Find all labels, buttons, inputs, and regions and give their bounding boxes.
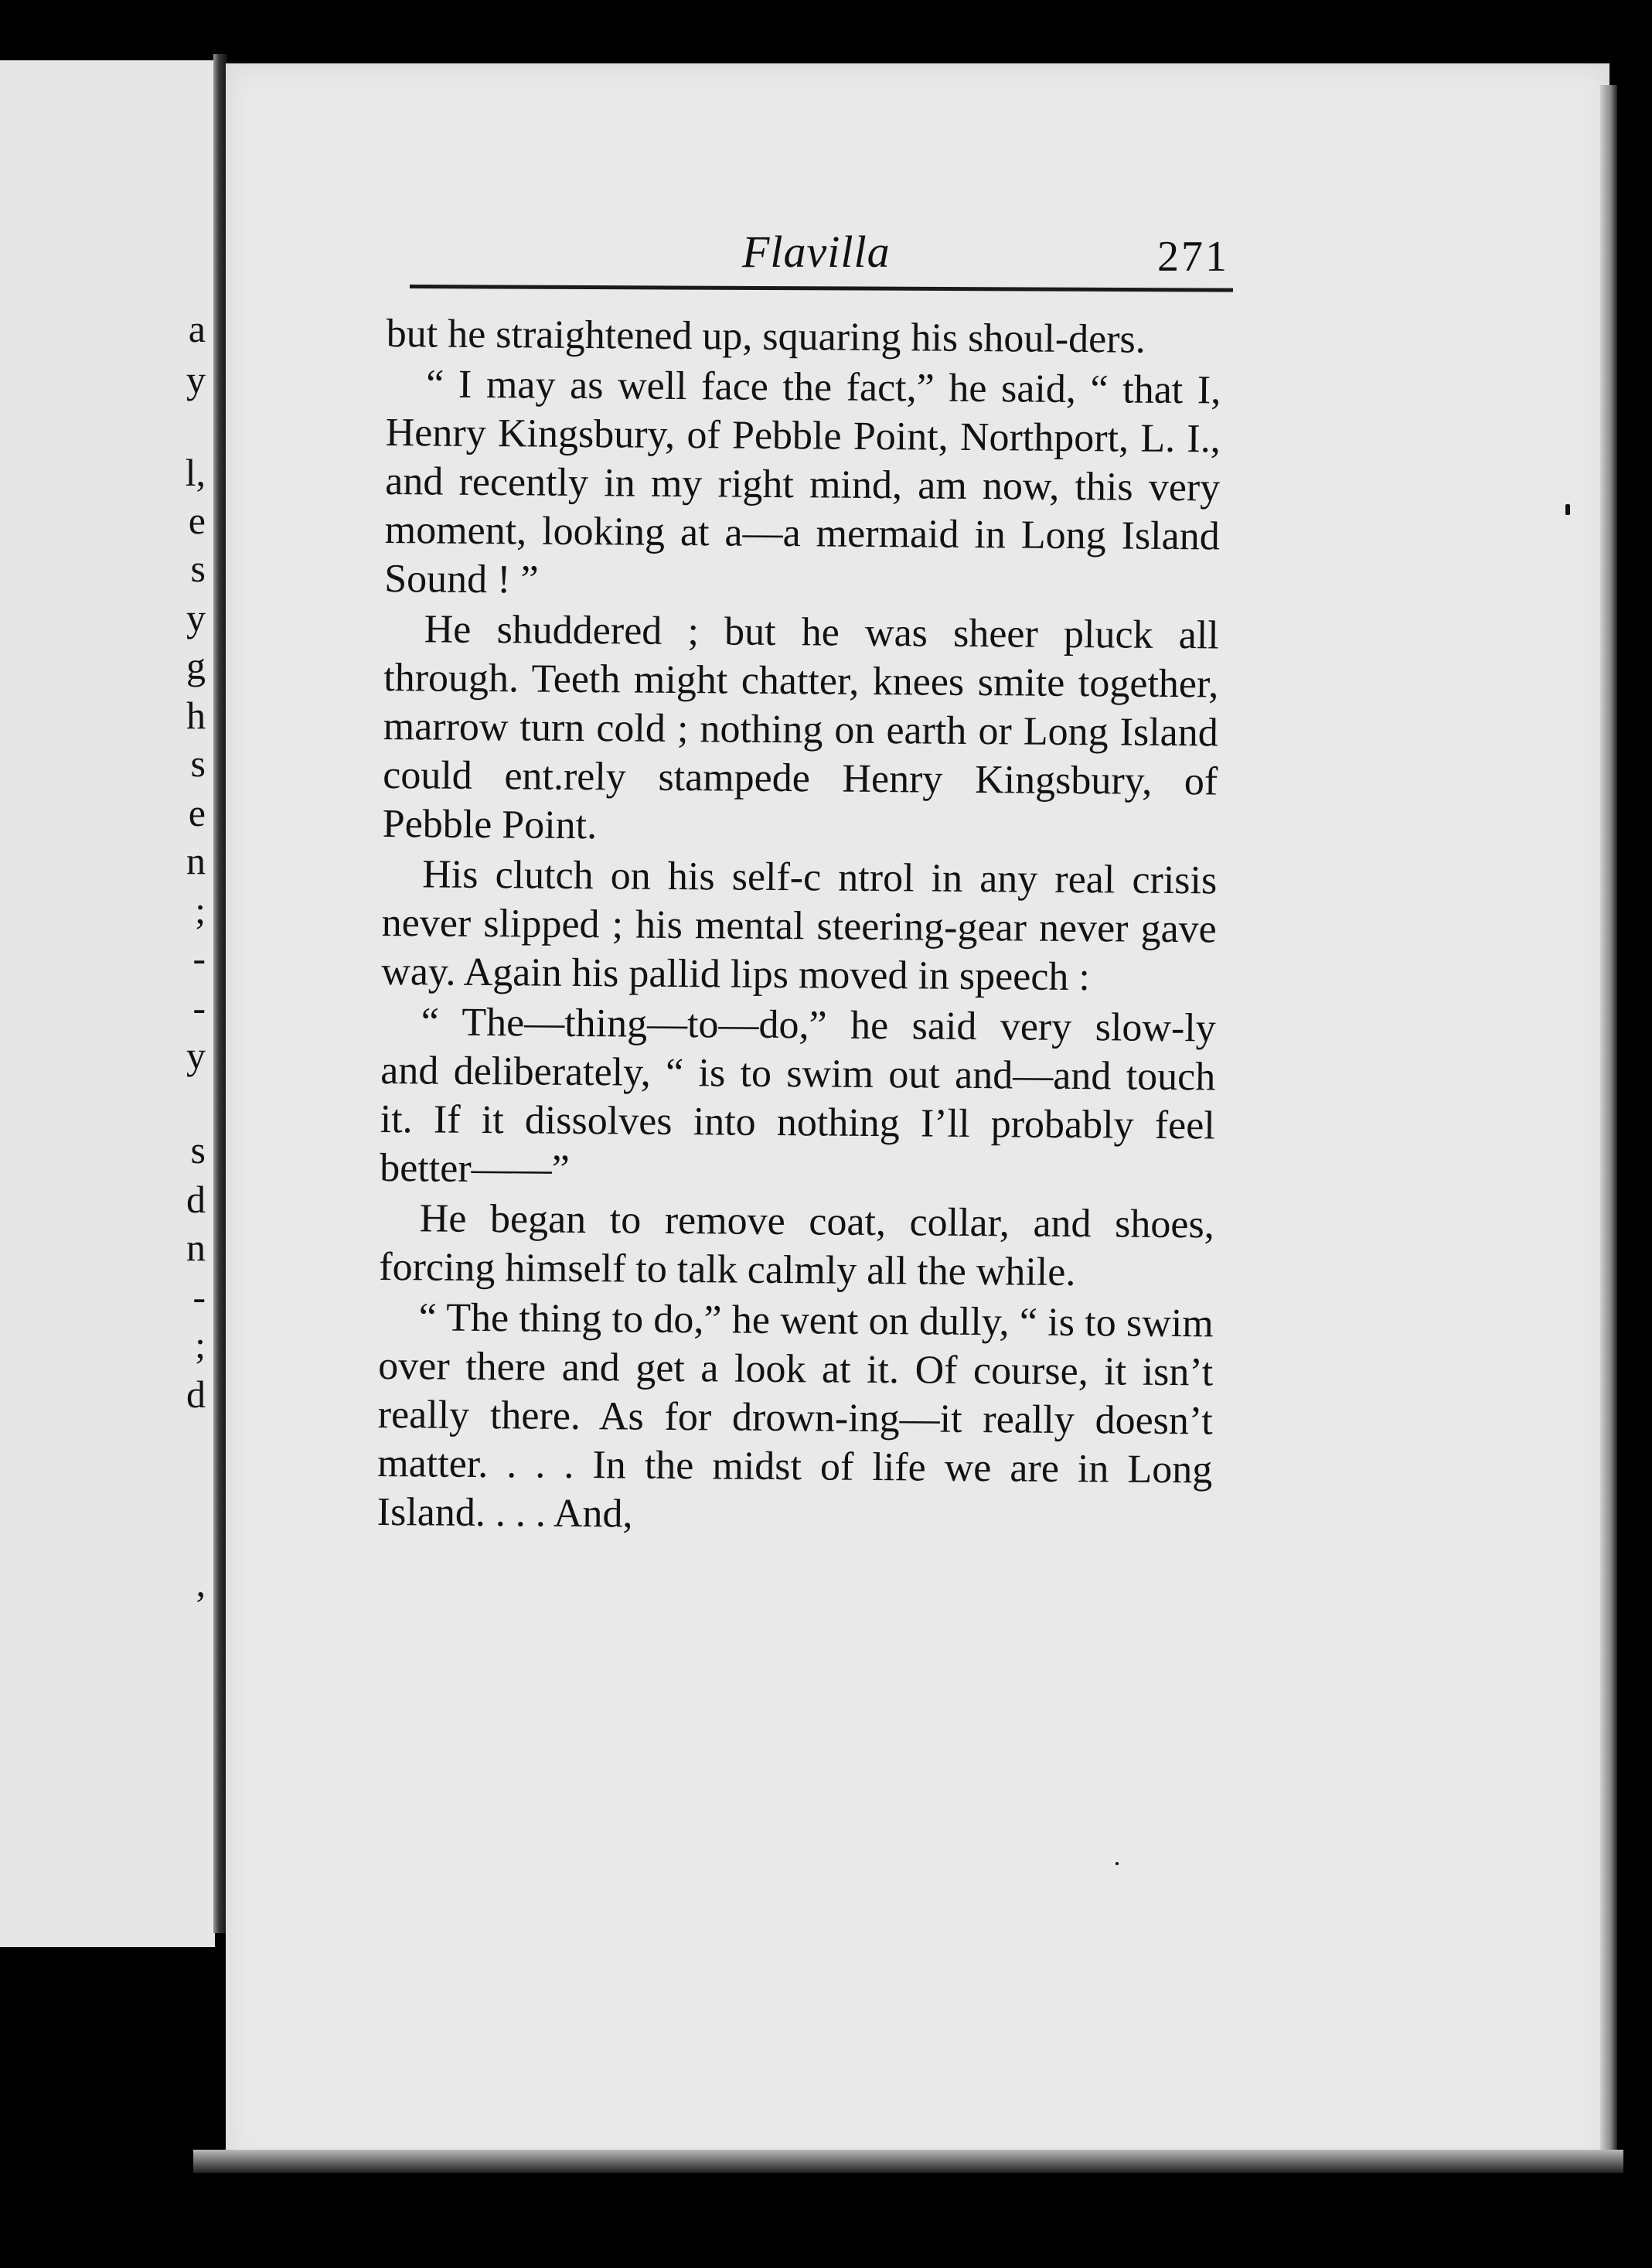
- line-ending: -: [192, 986, 206, 1029]
- line-ending: n: [186, 839, 206, 882]
- line-ending: h: [186, 694, 206, 737]
- running-head: [410, 226, 1229, 288]
- line-ending: ;: [195, 1323, 206, 1366]
- paragraph: He shuddered ; but he was sheer pluck all through. Teeth might chatter, knees smite together, marrow turn cold ; nothing on earth or Long Island could ent.rely stampede Henry Kingsbury, of Pebble Point.: [382, 607, 1219, 848]
- paragraph: but he straightened up, squaring his shoul-ders.: [386, 311, 1146, 362]
- line-ending: s: [190, 547, 206, 590]
- page-bottom-shadow: [193, 2150, 1623, 2173]
- line-ending: d: [186, 1373, 206, 1416]
- page-number: 271: [1157, 233, 1229, 281]
- line-ending: y: [186, 358, 206, 401]
- paragraph: “ The thing to do,” he went on dully, “ is to swim over there and get a look at it. Of course, it isn’t really there. As for drown-ing—it really doesn’t matter. . . . In the midst of life we are in Long Island. . . . And,: [376, 1295, 1214, 1536]
- line-ending: n: [186, 1226, 206, 1269]
- previous-page-edge: [0, 60, 215, 1947]
- line-ending: e: [188, 791, 206, 834]
- paragraph: He began to remove coat, collar, and shoes, forcing himself to talk calmly all the while.: [379, 1196, 1214, 1295]
- line-ending: y: [186, 596, 206, 639]
- running-title: Flavilla: [742, 227, 891, 277]
- page-body: [377, 309, 1221, 1544]
- line-ending: y: [186, 1034, 206, 1077]
- previous-page-line-endings: [169, 60, 215, 1947]
- line-ending: s: [190, 1128, 206, 1172]
- line-ending: s: [190, 742, 206, 785]
- paragraph: “ The—thing—to—do,” he said very slow-ly and deliberately, “ is to swim out and—and touch it. If it dissolves into nothing I’ll probably feel better——”: [380, 1000, 1216, 1192]
- line-ending: l,: [185, 451, 206, 494]
- line-ending: -: [192, 936, 206, 980]
- line-ending: e: [188, 499, 206, 542]
- page-edge-shadow: [1600, 85, 1617, 2165]
- line-ending: a: [188, 307, 206, 350]
- paragraph: His clutch on his self-c ntrol in any real crisis never slipped ; his mental steering-gear never gave way. Again his pallid lips moved in speech :: [381, 852, 1218, 1000]
- paragraph: “ I may as well face the fact,” he said, “ that I, Henry Kingsbury, of Pebble Point, Northport, L. I., and recently in my right mind, am now, this very moment, looking at a—a mermaid in Long Island Sound ! ”: [384, 362, 1221, 602]
- scan-speck: [1565, 504, 1570, 515]
- line-ending: ,: [196, 1561, 206, 1605]
- line-ending: -: [192, 1275, 206, 1318]
- line-ending: d: [186, 1178, 206, 1221]
- scan-speck: [1116, 1862, 1119, 1865]
- line-ending: g: [186, 644, 206, 687]
- line-ending: ;: [195, 888, 206, 932]
